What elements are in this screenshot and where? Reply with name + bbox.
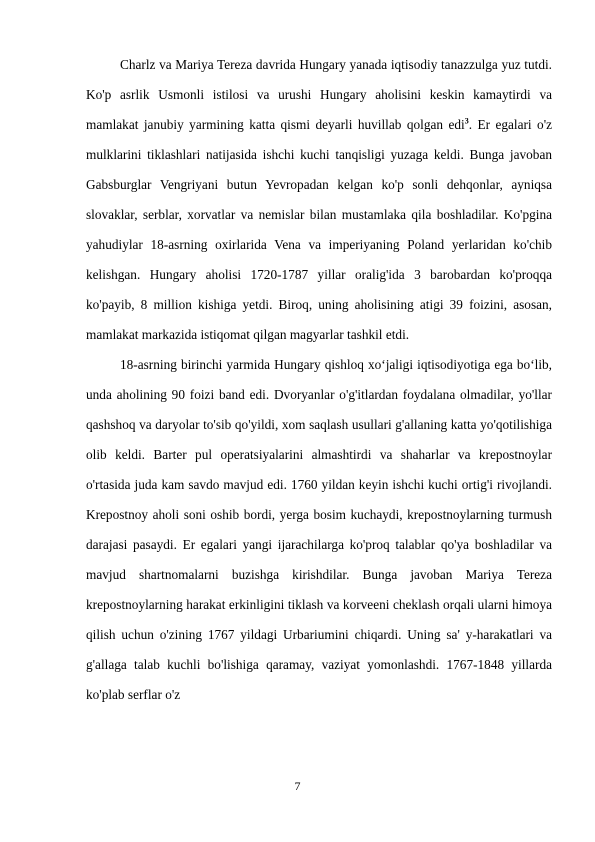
paragraph-1-text-start: Charlz va Mariya Tereza davrida Hungary yanada iqtisodiy tanazzulga yuz tutdi. Ko'p asrlik Usmonli istilosi va urushi Hungary aholisini keskin kamaytirdi va mamlakat janubiy yarmining katta qismi deyarli huvillab qolgan edi — [86, 57, 552, 132]
paragraph-1-text-end: . Er egalari o'z mulklarini tiklashlari natijasida ishchi kuchi tanqisligi yuzaga keldi. Bunga javoban Gabsburglar Vengriyani butun Yevropadan kelgan ko'p sonli dehqonlar, ayniqsa slovaklar, serblar, xorvatlar va nemislar bilan mustamlaka qila boshladilar. Ko'pgina yahudiylar 18-asrning oxirlarida Vena va imperiyaning Poland yerlaridan ko'chib kelishgan. Hungary aholisi 1720-1787 yillar oralig'ida 3 barobardan ko'proqqa ko'payib, 8 million kishiga yetdi. Biroq, uning aholisining atigi 39 foizini, asosan, mamlakat markazida istiqomat qilgan magyarlar tashkil etdi. — [86, 117, 552, 342]
paragraph-1 — [86, 50, 552, 350]
body-text — [86, 50, 552, 710]
footnote-reference[interactable]: 3 — [464, 116, 469, 126]
page-number: 7 — [294, 779, 301, 793]
paragraph-2: 18-asrning birinchi yarmida Hungary qishloq xo‘jaligi iqtisodiyotiga ega bo‘lib, unda aholining 90 foizi band edi. Dvoryanlar o'g'itlardan foydalana olmadilar, yo'llar qashshoq va daryolar to'sib qo'yildi, xom saqlash usullari g'allaning katta yo'qotilishiga olib keldi. Barter pul operatsiyalarini almashtirdi va shaharlar va krepostnoylar o'rtasida juda kam savdo mavjud edi. 1760 yildan keyin ishchi kuchi ortig'i rivojlandi. Krepostnoy aholi soni oshib bordi, yerga bosim kuchaydi, krepostnoylarning turmush darajasi pasaydi. Er egalari yangi ijarachilarga ko'proq talablar qo'ya boshladilar va mavjud shartnomalarni buzishga kirishdilar. Bunga javoban Mariya Tereza krepostnoylarning harakat erkinligini tiklash va korveeni cheklash orqali ularni himoya qilish uchun o'zining 1767 yildagi Urbariumini chiqardi. Uning sa' y-harakatlari va g'allaga talab kuchli bo'lishiga qaramay, vaziyat yomonlashdi. 1767-1848 yillarda ko'plab serflar o'z — [86, 357, 552, 702]
